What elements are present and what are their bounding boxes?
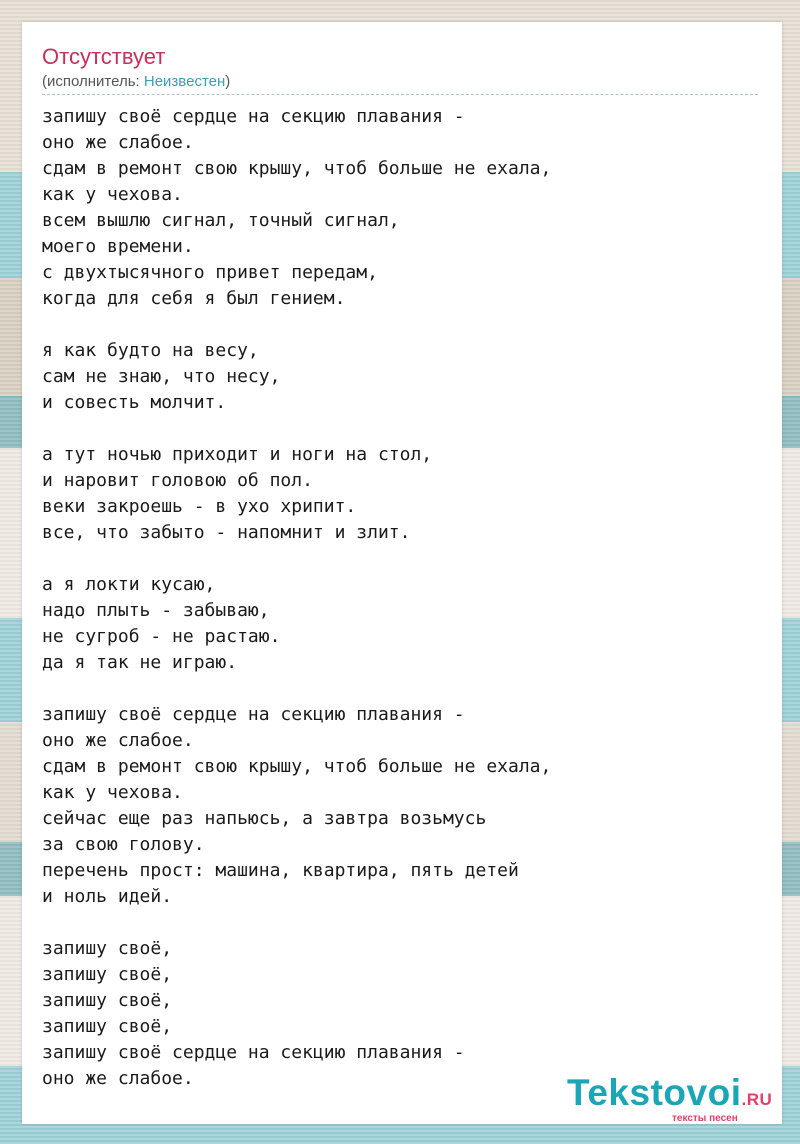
lyric-line: всем вышлю сигнал, точный сигнал, — [42, 210, 400, 231]
lyric-line: оно же слабое. — [42, 730, 194, 751]
lyric-line: сейчас еще раз напьюсь, а завтра возьмусь — [42, 808, 487, 829]
lyric-line: надо плыть - забываю, — [42, 600, 270, 621]
lyric-line: как у чехова. — [42, 782, 183, 803]
lyric-line: оно же слабое. — [42, 1068, 194, 1089]
artist-link[interactable]: Неизвестен — [143, 73, 226, 90]
lyric-line: оно же слабое. — [42, 132, 194, 153]
lyric-line: сдам в ремонт свою крышу, чтоб больше не ехала, — [42, 756, 552, 777]
logo-tld: .RU — [741, 1090, 773, 1109]
lyric-line: запишу своё сердце на секцию плавания - — [42, 1042, 465, 1063]
lyric-line: за свою голову. — [42, 834, 205, 855]
title-divider — [42, 94, 758, 95]
lyric-line: и наровит головою об пол. — [42, 470, 313, 491]
lyric-line: я как будто на весу, — [42, 340, 259, 361]
lyric-line: с двухтысячного привет передам, — [42, 262, 378, 283]
lyric-line: веки закроешь - в ухо хрипит. — [42, 496, 357, 517]
logo-tagline: тексты песен — [672, 1113, 738, 1124]
artist-prefix: (исполнитель: — [42, 73, 144, 90]
lyric-line: и ноль идей. — [42, 886, 173, 907]
lyric-line: запишу своё, — [42, 938, 173, 959]
lyric-line: сдам в ремонт свою крышу, чтоб больше не ехала, — [42, 158, 552, 179]
lyrics-card — [22, 22, 782, 1124]
lyric-line: не сугроб - не растаю. — [42, 626, 281, 647]
lyric-line: сам не знаю, что несу, — [42, 366, 281, 387]
lyrics-text — [42, 104, 551, 1092]
lyric-line: перечень прост: машина, квартира, пять детей — [42, 860, 519, 881]
lyric-line: да я так не играю. — [42, 652, 238, 673]
lyric-line: запишу своё, — [42, 990, 173, 1011]
artist-line — [42, 73, 230, 90]
lyric-line: а я локти кусаю, — [42, 574, 216, 595]
lyric-line: а тут ночью приходит и ноги на стол, — [42, 444, 433, 465]
logo-name: Tekstovoi — [567, 1072, 742, 1113]
lyric-line: как у чехова. — [42, 184, 183, 205]
lyric-line: запишу своё, — [42, 964, 173, 985]
lyric-line: когда для себя я был гением. — [42, 288, 346, 309]
lyric-line: запишу своё сердце на секцию плавания - — [42, 704, 465, 725]
lyric-line: запишу своё сердце на секцию плавания - — [42, 106, 465, 127]
artist-suffix: ) — [225, 73, 231, 90]
lyric-line: все, что забыто - напомнит и злит. — [42, 522, 411, 543]
song-title: Отсутствует — [42, 44, 166, 69]
lyric-line: моего времени. — [42, 236, 194, 257]
site-logo[interactable] — [567, 1072, 777, 1124]
lyric-line: запишу своё, — [42, 1016, 173, 1037]
lyric-line: и совесть молчит. — [42, 392, 227, 413]
